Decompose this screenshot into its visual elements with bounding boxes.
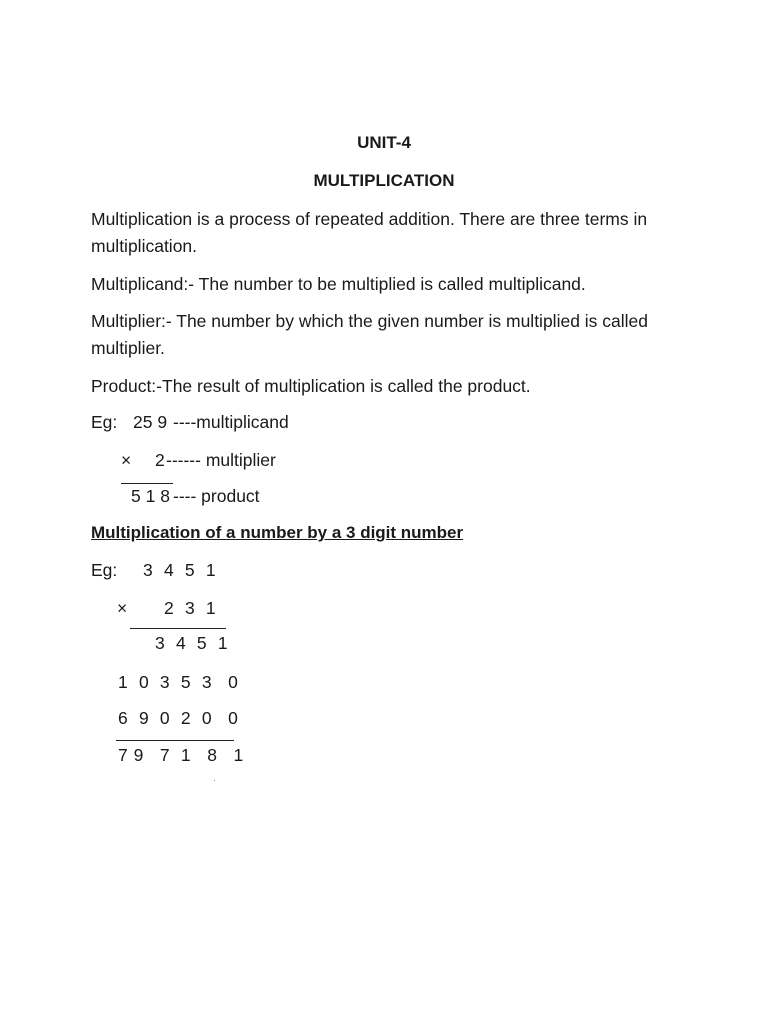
example-2-result: 7 9 7 1 8 1 [118, 745, 244, 765]
example-1-multiplier-note: ------ multiplier [166, 450, 276, 470]
stray-dot [214, 780, 215, 781]
example-2-partial-3: 6 9 0 2 0 0 [118, 708, 239, 728]
example-2-multiplier: 2 3 1 [164, 598, 217, 618]
example-2-partial-2: 1 0 3 5 3 0 [118, 672, 239, 692]
example-1-multiplicand-note: ----multiplicand [173, 412, 289, 432]
example-2-label: Eg: [91, 560, 118, 580]
page-title: MULTIPLICATION [313, 171, 455, 190]
example-2-rule-bottom [116, 740, 234, 741]
example-1-product: 5 1 8 [131, 486, 170, 506]
example-2-partial-1: 3 4 5 1 [155, 633, 229, 653]
example-1-label: Eg: [91, 412, 118, 432]
example-2-rule-top [130, 628, 226, 629]
multiplicand-definition: Multiplicand:- The number to be multiplied is called multiplicand. [91, 274, 586, 294]
intro-paragraph: Multiplication is a process of repeated addition. There are three terms in multiplication. [91, 209, 648, 256]
example-2-multiplicand: 3 4 5 1 [143, 560, 217, 580]
product-definition: Product:-The result of multiplication is called the product. [91, 376, 531, 396]
multiplier-definition: Multiplier:- The number by which the given number is multiplied is called multiplier. [91, 311, 649, 358]
example-1-times-sign: × [121, 450, 132, 470]
section-heading: Multiplication of a number by a 3 digit number [91, 523, 464, 542]
example-2-times-sign: × [117, 598, 128, 618]
example-1-multiplicand: 25 9 [133, 412, 168, 432]
example-1-rule [121, 483, 173, 484]
example-1-multiplier: 2 [155, 450, 165, 470]
unit-heading: UNIT-4 [357, 133, 411, 152]
example-1-product-note: ---- product [173, 486, 260, 506]
